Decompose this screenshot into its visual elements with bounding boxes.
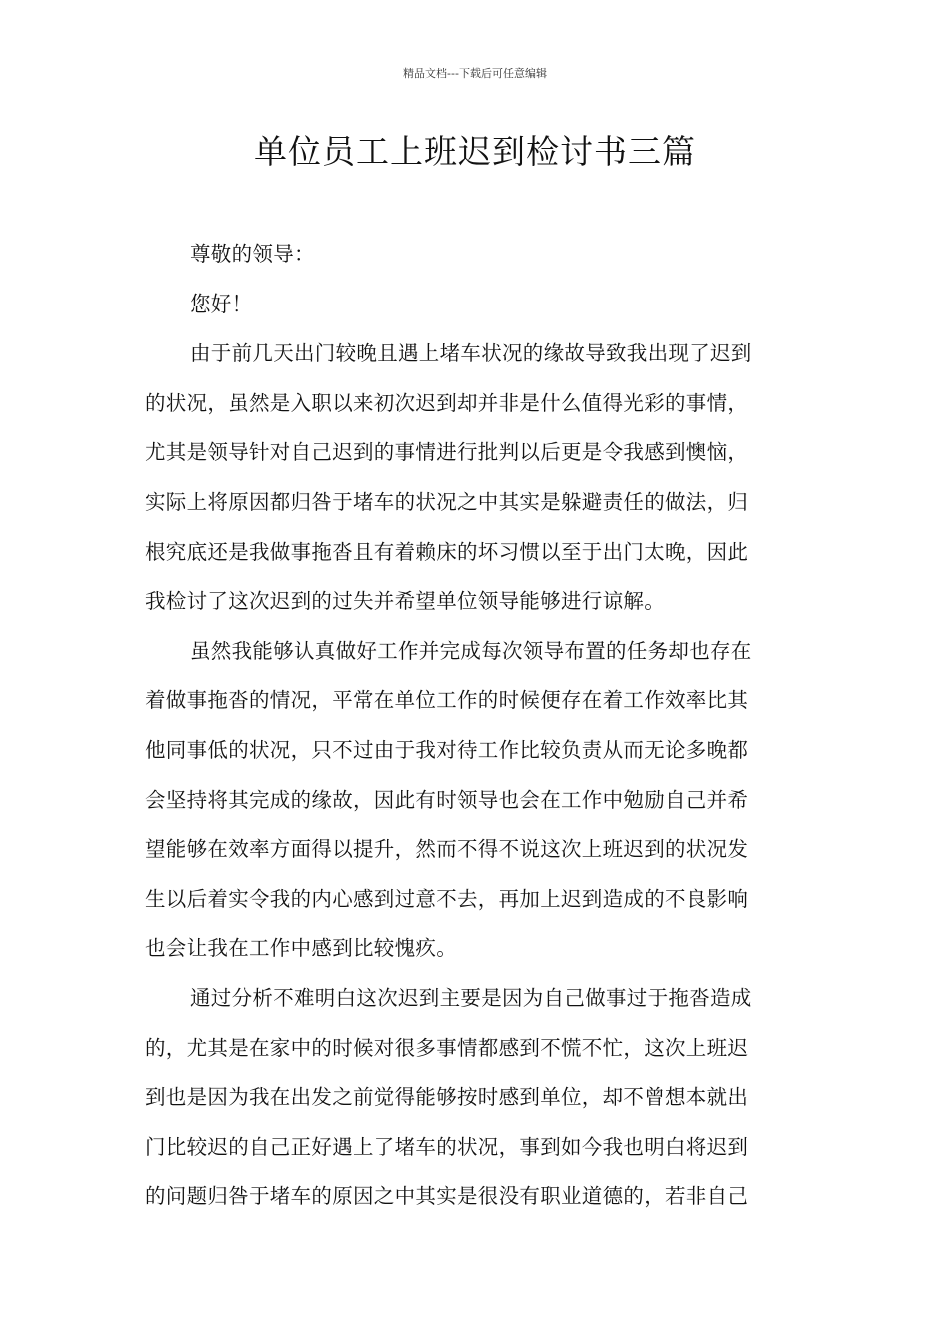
paragraph-line: 的，尤其是在家中的时候对很多事情都感到不慌不忙，这次上班迟 — [145, 1035, 749, 1060]
salutation: 尊敬的领导： — [190, 242, 315, 266]
paragraph-line: 着做事拖沓的情况，平常在单位工作的时候便存在着工作效率比其 — [145, 688, 749, 713]
paragraph-line: 的问题归咎于堵车的原因之中其实是很没有职业道德的，若非自己 — [145, 1184, 749, 1209]
paragraph-line: 望能够在效率方面得以提升，然而不得不说这次上班迟到的状况发 — [145, 837, 749, 862]
greeting: 您好！ — [190, 291, 253, 316]
paragraph-line: 也会让我在工作中感到比较愧疚。 — [145, 936, 457, 961]
paragraph-line: 由于前几天出门较晚且遇上堵车状况的缘故导致我出现了迟到 — [190, 341, 752, 366]
document-title: 单位员工上班迟到检讨书三篇 — [254, 132, 696, 171]
paragraph-2 — [145, 627, 805, 974]
paragraph-line: 根究底还是我做事拖沓且有着赖床的坏习惯以至于出门太晚，因此 — [145, 539, 749, 564]
paragraph-line: 我检讨了这次迟到的过失并希望单位领导能够进行谅解。 — [145, 589, 665, 614]
paragraph-line: 门比较迟的自己正好遇上了堵车的状况，事到如今我也明白将迟到 — [145, 1134, 749, 1159]
paragraph-line: 尤其是领导针对自己迟到的事情进行批判以后更是令我感到懊恼， — [145, 440, 749, 465]
paragraph-line: 的状况，虽然是入职以来初次迟到却并非是什么值得光彩的事情， — [145, 390, 749, 415]
paragraph-line: 虽然我能够认真做好工作并完成每次领导布置的任务却也存在 — [190, 638, 752, 663]
document-body — [145, 230, 805, 1222]
paragraph-line: 生以后着实令我的内心感到过意不去，再加上迟到造成的不良影响 — [145, 886, 749, 911]
paragraph-1 — [145, 329, 805, 627]
paragraph-line: 到也是因为我在出发之前觉得能够按时感到单位，却不曾想本就出 — [145, 1085, 749, 1110]
paragraph-3 — [145, 974, 805, 1222]
paragraph-line: 会坚持将其完成的缘故，因此有时领导也会在工作中勉励自己并希 — [145, 787, 749, 812]
header-note: 精品文档---下载后可任意编辑 — [403, 67, 547, 80]
paragraph-line: 他同事低的状况，只不过由于我对待工作比较负责从而无论多晚都 — [145, 737, 749, 762]
paragraph-line: 通过分析不难明白这次迟到主要是因为自己做事过于拖沓造成 — [190, 985, 752, 1010]
paragraph-line: 实际上将原因都归咎于堵车的状况之中其实是躲避责任的做法，归 — [145, 489, 749, 514]
